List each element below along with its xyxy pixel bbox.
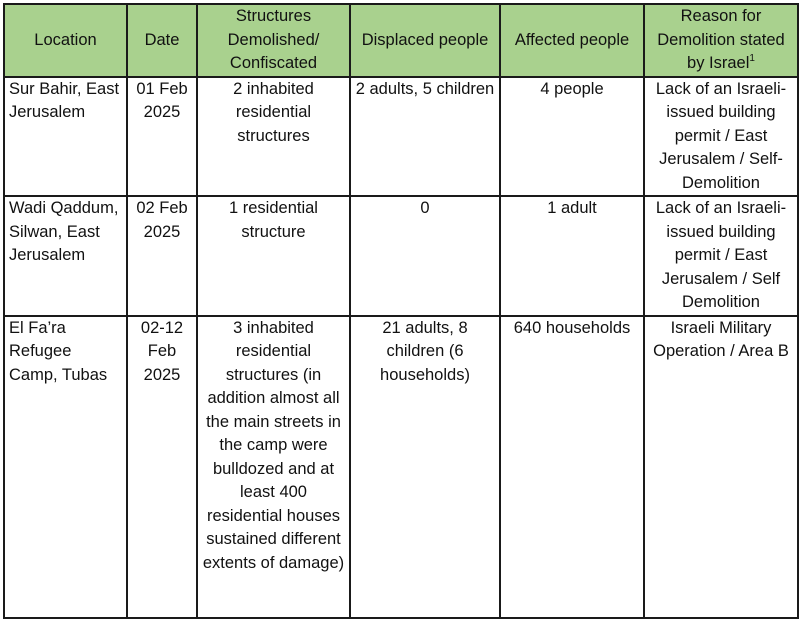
cell-affected: 640 households [500,316,644,619]
cell-location: El Fa’ra Refugee Camp, Tubas [4,316,127,619]
header-row [4,4,798,77]
cell-structures: 3 inhabited residential structures (in addition almost all the main streets in the camp were bulldozed and at least 400 residential houses sustained different extents of damage) [197,316,350,619]
cell-date: 02-12 Feb 2025 [127,316,197,619]
cell-reason: Lack of an Israeli-issued building permit / East Jerusalem / Self Demolition [644,196,798,316]
cell-displaced: 21 adults, 8 children (6 households) [350,316,500,619]
header-affected: Affected people [500,4,644,77]
header-date: Date [127,4,197,77]
table-header [4,4,798,77]
table-row [4,316,798,619]
table-row [4,77,798,197]
cell-structures: 2 inhabited residential structures [197,77,350,197]
cell-structures: 1 residential structure [197,196,350,316]
table-row [4,196,798,316]
footnote-marker: 1 [749,52,755,64]
cell-date: 02 Feb 2025 [127,196,197,316]
table-body [4,77,798,619]
cell-displaced: 2 adults, 5 children [350,77,500,197]
cell-affected: 1 adult [500,196,644,316]
header-location: Location [4,4,127,77]
header-reason [644,4,798,77]
demolitions-table [3,3,799,619]
header-displaced: Displaced people [350,4,500,77]
cell-displaced: 0 [350,196,500,316]
header-reason-label: Reason for Demolition stated by Israel [657,7,785,72]
cell-location: Wadi Qaddum, Silwan, East Jerusalem [4,196,127,316]
cell-affected: 4 people [500,77,644,197]
cell-date: 01 Feb 2025 [127,77,197,197]
cell-location: Sur Bahir, East Jerusalem [4,77,127,197]
header-structures: Structures Demolished/ Confiscated [197,4,350,77]
cell-reason: Israeli Military Operation / Area B [644,316,798,619]
cell-reason: Lack of an Israeli-issued building permit / East Jerusalem / Self-Demolition [644,77,798,197]
